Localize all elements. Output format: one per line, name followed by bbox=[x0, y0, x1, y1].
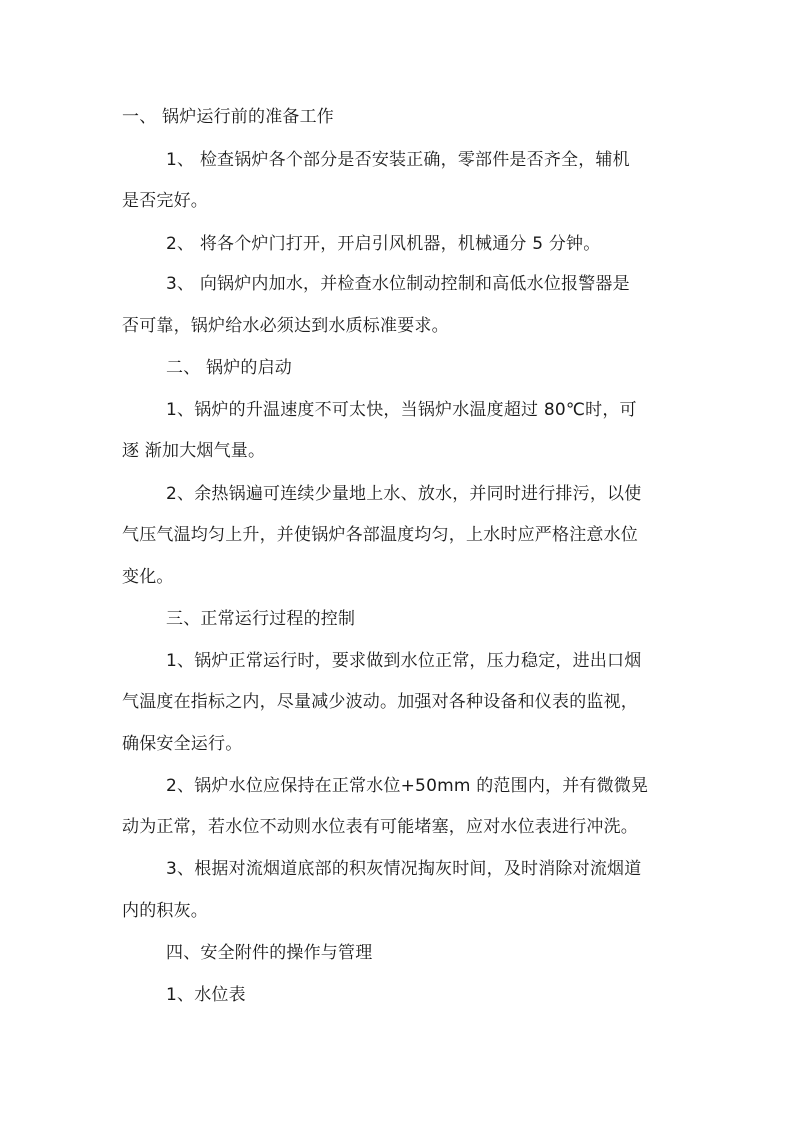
heading-startup: 二、 锅炉的启动 bbox=[166, 358, 293, 378]
paragraph-line: 变化。 bbox=[122, 567, 174, 587]
heading-preparation: 一、 锅炉运行前的准备工作 bbox=[122, 107, 335, 127]
heading-normal-operation: 三、正常运行过程的控制 bbox=[166, 609, 356, 629]
paragraph-line: 动为正常，若水位不动则水位表有可能堵塞，应对水位表进行冲洗。 bbox=[122, 817, 638, 837]
paragraph-line: 2、锅炉水位应保持在正常水位+50mm 的范围内，并有微微晃 bbox=[166, 776, 649, 796]
paragraph-line: 1、锅炉正常运行时，要求做到水位正常，压力稳定，进出口烟 bbox=[166, 651, 642, 671]
paragraph-line: 气温度在指标之内，尽量减少波动。加强对各种设备和仪表的监视， bbox=[122, 692, 638, 712]
paragraph-line: 2、余热锅遍可连续少量地上水、放水，并同时进行排污，以使 bbox=[166, 484, 642, 504]
paragraph-line: 3、 向锅炉内加水，并检查水位制动控制和高低水位报警器是 bbox=[166, 274, 630, 294]
paragraph-line: 是否完好。 bbox=[122, 191, 208, 211]
paragraph-line: 3、根据对流烟道底部的积灰情况掏灰时间，及时消除对流烟道 bbox=[166, 859, 642, 879]
paragraph-line: 否可靠，锅炉给水必须达到水质标准要求。 bbox=[122, 316, 449, 336]
paragraph-line: 2、 将各个炉门打开，开启引风机器，机械通分 5 分钟。 bbox=[166, 234, 601, 254]
heading-safety-accessories: 四、安全附件的操作与管理 bbox=[166, 943, 373, 963]
paragraph-line: 逐 渐加大烟气量。 bbox=[122, 441, 266, 461]
paragraph-line: 内的积灰。 bbox=[122, 901, 208, 921]
paragraph-line: 确保安全运行。 bbox=[122, 734, 243, 754]
subheading-water-level-gauge: 1、水位表 bbox=[166, 985, 246, 1005]
paragraph-line: 1、锅炉的升温速度不可太快，当锅炉水温度超过 80℃时，可 bbox=[166, 400, 637, 420]
paragraph-line: 气压气温均匀上升，并使锅炉各部温度均匀，上水时应严格注意水位 bbox=[122, 525, 638, 545]
paragraph-line: 1、 检查锅炉各个部分是否安装正确，零部件是否齐全，辅机 bbox=[166, 150, 630, 170]
